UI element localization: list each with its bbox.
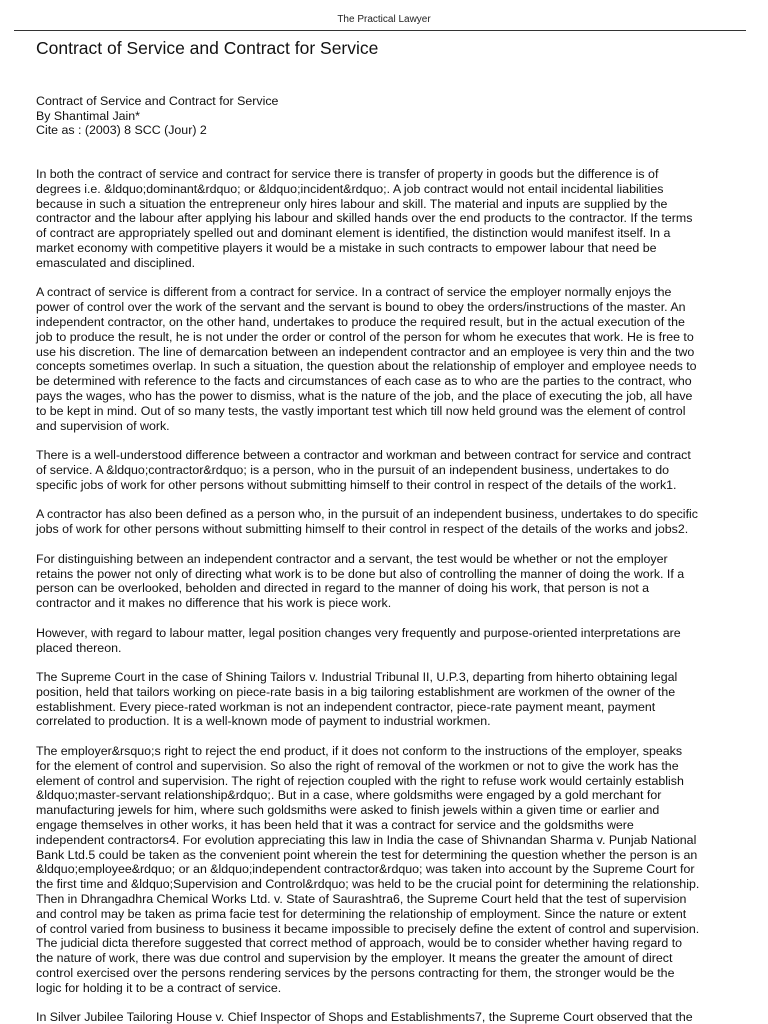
paragraph-line: of control varied from business to business it became impossible to precisely define the extent of control and supervision.: [36, 921, 700, 936]
paragraph-line: person can be overlooked, beholden and directed in regard to the manner of doing his work, that person is not a: [36, 581, 650, 596]
paragraph-line: of service. A &ldquo;contractor&rdquo; is a person, who in the pursuit of an independent business, undertakes to do: [36, 462, 670, 477]
paragraph-line: use his discretion. The line of demarcation between an independent contractor and an employee is very thin and the two: [36, 344, 695, 359]
paragraph-line: because in such a situation the entrepreneur only hires labour and skill. The material and inputs are supplied by the: [36, 196, 668, 211]
body-paragraph: [36, 744, 732, 996]
paragraph-line: control exercised over the persons rendering services by the persons contracting for them, the stronger would be the: [36, 966, 675, 981]
body-paragraph: [36, 285, 732, 433]
paragraph-line: placed thereon.: [36, 640, 122, 655]
body-paragraph: [36, 448, 732, 492]
paragraph-line: contractor and the labour after applying his labour and skilled hands over the end products to the contractor. If the terms: [36, 211, 693, 226]
paragraph-line: &ldquo;employee&rdquo; or an &ldquo;independent contractor&rdquo; was taken into account by the Supreme Court for: [36, 862, 695, 877]
paragraph-line: degrees i.e. &ldquo;dominant&rdquo; or &ldquo;incident&rdquo;. A job contract would not entail incidental liabilities: [36, 181, 664, 196]
paragraph-line: For distinguishing between an independent contractor and a servant, the test would be whether or not the employer: [36, 551, 668, 566]
body-paragraph: [36, 670, 732, 729]
paragraph-line: pays the wages, who has the power to dismiss, what is the nature of the job, and the place of executing the job, all have: [36, 388, 693, 403]
paragraph-line: independent contractors4. For evolution appreciating this law in India the case of Shivnandan Sharma v. Punjab National: [36, 832, 697, 847]
paragraph-line: jobs of work for other persons without submitting himself to their control in respect of the details of the works and jobs2.: [36, 522, 689, 537]
paragraph-line: the first time and &ldquo;Supervision and Control&rdquo; was held to be the crucial point for determining the relationship.: [36, 877, 700, 892]
paragraph-line: be determined with reference to the facts and circumstances of each case as to who are the parties to the contract, who: [36, 374, 692, 389]
article-body: [36, 167, 732, 1024]
paragraph-line: for the element of control and supervision. So also the right of removal of the workmen or not to give the work has the: [36, 758, 679, 773]
article-author: By Shantimal Jain*: [36, 108, 140, 123]
body-paragraph: [36, 626, 732, 656]
paragraph-line: There is a well-understood difference between a contractor and workman and between contract for service and contract: [36, 448, 691, 463]
paragraph-line: A contractor has also been defined as a person who, in the pursuit of an independent business, undertakes to do specific: [36, 507, 698, 522]
paragraph-line: to be kept in mind. Out of so many tests, the vastly important test which till now held ground was the element of control: [36, 403, 686, 418]
paragraph-line: and control may be taken as prima facie test for determining the relationship of employment. Since the nature or extent: [36, 906, 687, 921]
paragraph-line: job to produce the result, he is not under the order or control of the person for whom he executes that work. He is free to: [36, 329, 694, 344]
page-title: Contract of Service and Contract for Service: [36, 38, 379, 58]
running-header: The Practical Lawyer: [337, 14, 431, 25]
paragraph-line: element of control and supervision. The right of rejection coupled with the right to refuse work would certainly establish: [36, 773, 684, 788]
paragraph-line: engage themselves in other works, it has been held that it was a contract for service and the goldsmiths were: [36, 818, 634, 833]
paragraph-line: Then in Dhrangadhra Chemical Works Ltd. v. State of Saurashtra6, the Supreme Court held that the test of supervision: [36, 892, 687, 907]
paragraph-line: the nature of work, there was due control and supervision by the employer. It means the greater the amount of direct: [36, 951, 673, 966]
paragraph-line: manufacturing jewels for him, where such goldsmiths were asked to finish jewels within a given time or earlier and: [36, 803, 660, 818]
body-paragraph: [36, 1010, 732, 1024]
paragraph-line: of contract are appropriately spelled out and dominant element is identified, the distinction would manifest itself. In a: [36, 226, 671, 241]
paragraph-line: In both the contract of service and contract for service there is transfer of property in goods but the difference is of: [36, 167, 659, 181]
article-citation: Cite as : (2003) 8 SCC (Jour) 2: [36, 123, 207, 138]
article-meta: [36, 94, 278, 138]
paragraph-line: and supervision of work.: [36, 418, 170, 433]
paragraph-line: specific jobs of work for other persons without submitting himself to their control in respect of the details of the work1.: [36, 477, 677, 492]
paragraph-line: contractor and it makes no difference that his work is piece work.: [36, 596, 392, 611]
paragraph-line: The Supreme Court in the case of Shining Tailors v. Industrial Tribunal II, U.P.3, departing from hiherto obtaining legal: [36, 670, 678, 685]
paragraph-line: emasculated and disciplined.: [36, 255, 196, 270]
article-heading: Contract of Service and Contract for Service: [36, 94, 279, 108]
body-paragraph: [36, 167, 732, 271]
body-paragraph: [36, 552, 732, 611]
paragraph-line: correlated to production. It is a well-known mode of payment to industrial workmen.: [36, 714, 491, 729]
header-rule: [14, 30, 746, 31]
paragraph-line: concepts sometimes overlap. In such a situation, the question about the relationship of employer and employee needs to: [36, 359, 697, 374]
paragraph-line: However, with regard to labour matter, legal position changes very frequently and purpose-oriented interpretations are: [36, 625, 681, 640]
paragraph-line: position, held that tailors working on piece-rate basis in a big tailoring establishment are workmen of the owner of the: [36, 684, 676, 699]
paragraph-line: The employer&rsquo;s right to reject the end product, if it does not conform to the instructions of the employer, speaks: [36, 744, 683, 759]
paragraph-line: A contract of service is different from a contract for service. In a contract of service the employer normally enjoys the: [36, 285, 672, 300]
paragraph-line: market economy with competitive players it would be a mistake in such contracts to empower labour that need be: [36, 240, 657, 255]
paragraph-line: Bank Ltd.5 could be taken as the convenient point wherein the test for determining the question whether the person is an: [36, 847, 698, 862]
body-paragraph: [36, 507, 732, 537]
paragraph-line: power of control over the work of the servant and the servant is bound to obey the orders/instructions of the master. An: [36, 300, 686, 315]
paragraph-line: retains the power not only of directing what work is to be done but also of controlling the manner of doing the work. If a: [36, 566, 685, 581]
paragraph-line: logic for holding it to be a contract of service.: [36, 980, 282, 995]
paragraph-line: independent contractor, on the other hand, undertakes to produce the required result, but in the actual execution of the: [36, 314, 685, 329]
paragraph-line: In Silver Jubilee Tailoring House v. Chief Inspector of Shops and Establishments7, the Supreme Court observed that the: [36, 1010, 693, 1024]
paragraph-line: The judicial dicta therefore suggested that correct method of approach, would be to consider whether having regard to: [36, 936, 683, 951]
paragraph-line: &ldquo;master-servant relationship&rdquo;. But in a case, where goldsmiths were engaged by a gold merchant for: [36, 788, 662, 803]
paragraph-line: establishment. Every piece-rated workman is not an independent contractor, piece-rate payment meant, payment: [36, 699, 656, 714]
